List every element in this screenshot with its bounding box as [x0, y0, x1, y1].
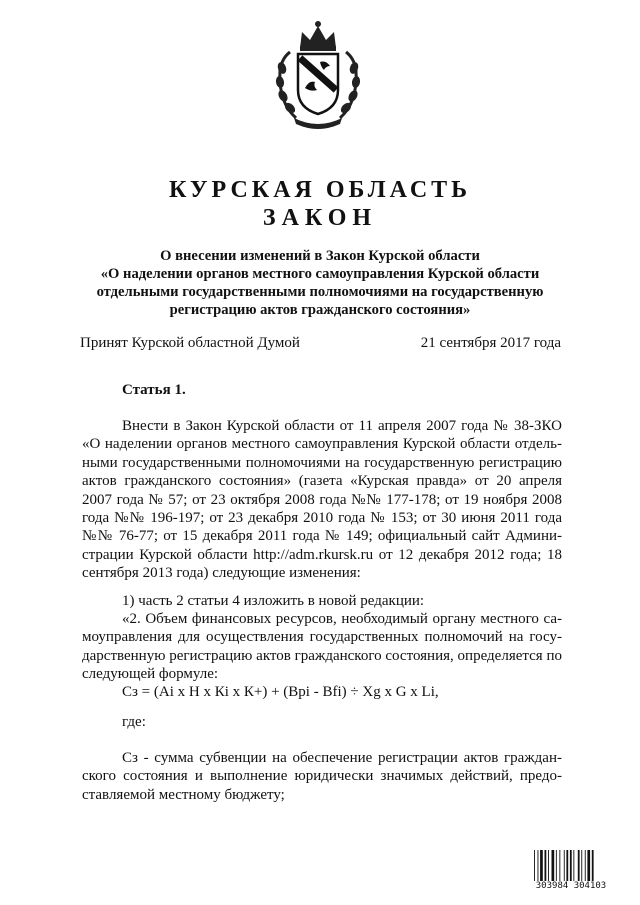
- barcode-bar: [587, 850, 590, 882]
- item-1: 1) часть 2 статьи 4 изложить в новой редакции:: [122, 593, 425, 609]
- barcode-bar: [585, 850, 586, 882]
- barcode-bar: [559, 850, 560, 882]
- paragraph-line: актов гражданского состояния» (газета «Курская правда» от 20 апреля: [82, 473, 562, 490]
- paragraph-line: следующей формуле:: [82, 666, 219, 683]
- paragraph-line: ского состояния и выполнение юридически значимых действий, предо-: [82, 768, 562, 785]
- barcode-bar: [564, 850, 565, 882]
- adoption-date: 21 сентября 2017 года: [420, 335, 561, 351]
- law-subject-heading: [80, 247, 560, 319]
- barcode-bar: [540, 850, 543, 882]
- barcode-number: 303984 304103: [533, 881, 609, 892]
- paragraph-line: года №№ 196-197; от 23 декабря 2010 года № 153; от 30 июня 2011 года: [82, 510, 562, 527]
- paragraph-line: «2. Объем финансовых ресурсов, необходимый органу местного са-: [122, 611, 562, 627]
- subject-line: регистрацию актов гражданского состояния»: [169, 302, 471, 318]
- adoption-line: [80, 334, 561, 352]
- paragraph-line: моуправления для осуществления государственных полномочий на госу-: [82, 629, 562, 646]
- coat-of-arms-emblem: [270, 18, 366, 130]
- definition-paragraph: [82, 749, 562, 804]
- paragraph-line: «О наделении органов местного самоуправления Курской области отдель-: [82, 436, 562, 453]
- subject-line: «О наделении органов местного самоуправления Курской области: [100, 266, 540, 282]
- paragraph-line: Сз - сумма субвенции на обеспечение регистрации актов граждан-: [122, 750, 562, 766]
- article-title: Статья 1.: [122, 382, 186, 398]
- paragraph-line: ными государственными полномочиями на государственную регистрацию: [82, 454, 562, 471]
- barcode-bar: [538, 850, 539, 882]
- formula: Сз = (Аі х Н х Кі х К+) + (Вpi - Вfi) ÷ Xg х G х Li,: [122, 684, 439, 700]
- barcode-bar: [573, 850, 574, 882]
- barcode-bar: [570, 850, 572, 882]
- barcode-bar: [548, 850, 549, 882]
- paragraph-line: Внести в Закон Курской области от 11 апреля 2007 года № 38-ЗКО: [122, 418, 562, 434]
- paragraph-line: 2007 года № 57; от 23 октября 2008 года №№ 177-178; от 19 ноября 2008: [82, 491, 562, 508]
- article-intro-paragraph: [82, 417, 562, 583]
- region-title: КУРСКАЯ ОБЛАСТЬ: [168, 177, 472, 203]
- barcode-bar: [581, 850, 582, 882]
- paragraph-line: страции Курской области http://adm.rkursk.ru от 12 декабря 2012 года; 18: [82, 546, 562, 563]
- paragraph-line: сентября 2013 года) следующие изменения:: [82, 565, 361, 582]
- subject-line: О внесении изменений в Закон Курской области: [160, 248, 480, 264]
- subject-line: отдельными государственными полномочиями на государственную: [96, 284, 544, 300]
- where-label: где:: [122, 714, 146, 730]
- adopted-by: Принят Курской областной Думой: [80, 335, 300, 351]
- barcode-bar: [578, 850, 580, 882]
- paragraph-line: №№ 76-77; от 15 декабря 2011 года № 149; официальный сайт Админи-: [82, 528, 562, 545]
- document-type-title: ЗАКОН: [262, 205, 378, 231]
- barcode-bar: [534, 850, 535, 882]
- barcode-bar: [592, 850, 594, 882]
- barcode-bar: [545, 850, 547, 882]
- paragraph-line: дарственную регистрацию актов гражданского состояния, определяется по: [82, 647, 562, 664]
- barcode-bar: [552, 850, 555, 882]
- item-1-text: [82, 610, 562, 684]
- barcode-bar: [556, 850, 557, 882]
- paragraph-line: ставляемой местному бюджету;: [82, 786, 285, 803]
- barcode-bar: [566, 850, 568, 882]
